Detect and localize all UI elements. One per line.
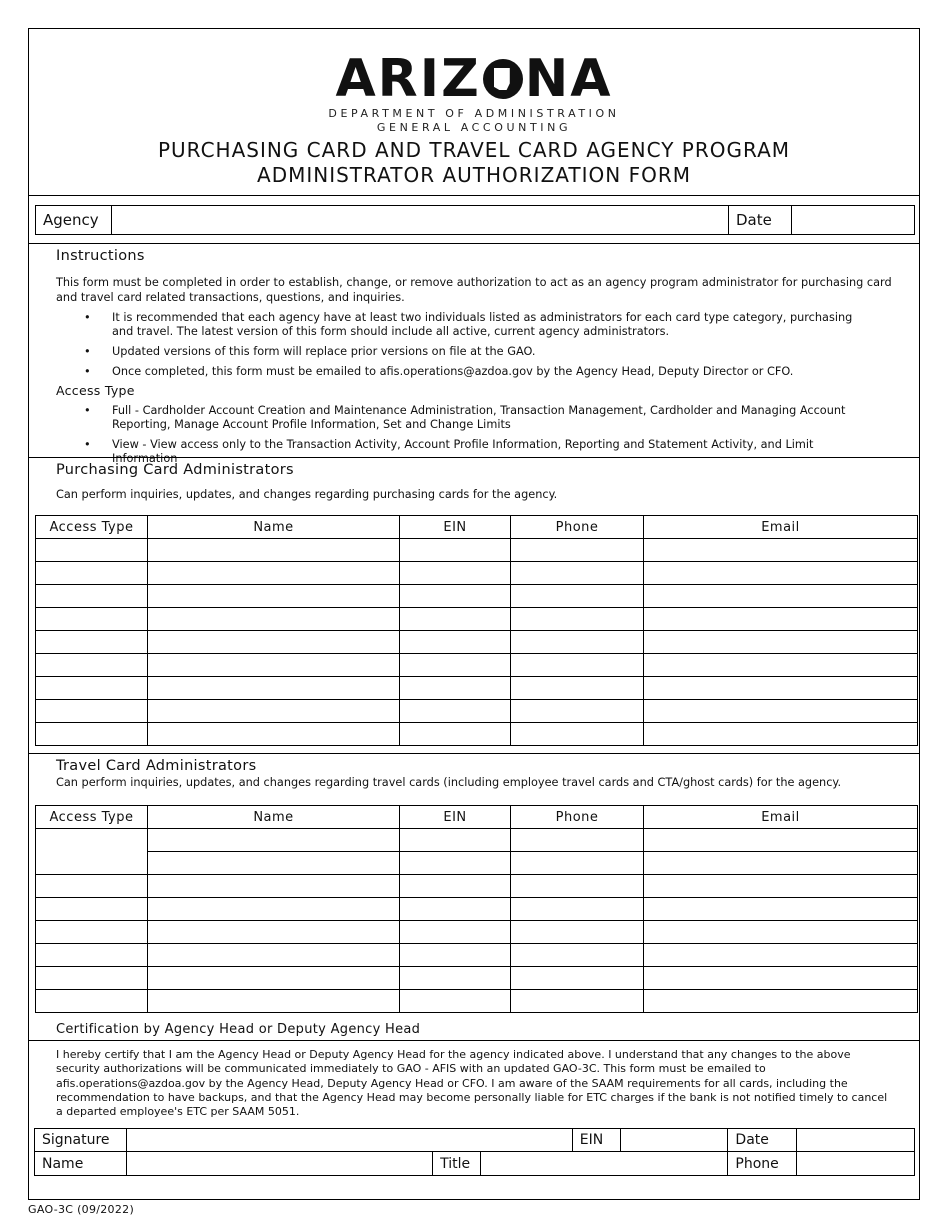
column-header: Email xyxy=(644,806,918,829)
table-cell[interactable] xyxy=(644,875,918,898)
table-cell[interactable] xyxy=(400,944,511,967)
table-row xyxy=(36,677,918,700)
table-cell[interactable] xyxy=(400,852,511,875)
title-field[interactable] xyxy=(481,1152,728,1175)
logo-word-left: ARIZ xyxy=(335,49,481,109)
table-cell[interactable] xyxy=(511,677,644,700)
table-cell[interactable] xyxy=(36,723,148,746)
table-cell[interactable] xyxy=(511,898,644,921)
agency-field[interactable] xyxy=(112,206,729,234)
table-cell[interactable] xyxy=(644,990,918,1013)
table-row xyxy=(36,585,918,608)
department-name: DEPARTMENT OF ADMINISTRATION xyxy=(328,107,620,120)
table-cell[interactable] xyxy=(148,829,400,852)
table-cell[interactable] xyxy=(36,829,148,875)
purchasing-table xyxy=(35,515,918,746)
purchasing-description: Can perform inquiries, updates, and changes regarding purchasing cards for the agency. xyxy=(56,488,558,501)
table-cell[interactable] xyxy=(148,539,400,562)
table-row xyxy=(36,967,918,990)
table-cell[interactable] xyxy=(36,875,148,898)
table-cell[interactable] xyxy=(36,967,148,990)
form-code: GAO-3C (09/2022) xyxy=(28,1203,135,1216)
signature-block xyxy=(34,1128,915,1176)
table-cell[interactable] xyxy=(148,967,400,990)
table-cell[interactable] xyxy=(644,608,918,631)
divider xyxy=(29,195,919,196)
table-cell[interactable] xyxy=(511,852,644,875)
form-title xyxy=(29,138,919,188)
name-label: Name xyxy=(35,1152,127,1175)
list-item: • Full - Cardholder Account Creation and Maintenance Administration, Transaction Management, Cardholder and Managing Account Reporting, Manage Account Profile Information, Set and Change Limits xyxy=(84,404,864,432)
signature-field[interactable] xyxy=(127,1129,573,1151)
list-item: • Once completed, this form must be emailed to afis.operations@azdoa.gov by the Agency Head, Deputy Director or CFO. xyxy=(84,365,864,379)
table-row xyxy=(36,944,918,967)
table-cell[interactable] xyxy=(400,967,511,990)
table-cell[interactable] xyxy=(511,990,644,1013)
divider xyxy=(29,243,919,244)
instructions-intro: This form must be completed in order to establish, change, or remove authorization to act as an agency program administrator for purchasing card and travel card related transactions, questions, and inquiries. xyxy=(56,276,892,304)
list-item: • Updated versions of this form will replace prior versions on file at the GAO. xyxy=(84,345,864,359)
table-cell[interactable] xyxy=(511,585,644,608)
arizona-logo xyxy=(29,51,919,135)
table-cell[interactable] xyxy=(36,990,148,1013)
division-name: GENERAL ACCOUNTING xyxy=(376,121,572,134)
table-cell[interactable] xyxy=(511,539,644,562)
instructions-list xyxy=(84,311,864,385)
signature-label: Signature xyxy=(35,1129,127,1151)
table-cell[interactable] xyxy=(36,585,148,608)
name-field[interactable] xyxy=(127,1152,433,1175)
table-header-row xyxy=(36,516,918,539)
table-row xyxy=(36,990,918,1013)
table-cell[interactable] xyxy=(36,608,148,631)
ein-field[interactable] xyxy=(621,1129,729,1151)
title-label: Title xyxy=(433,1152,481,1175)
column-header: EIN xyxy=(400,806,511,829)
table-cell[interactable] xyxy=(400,723,511,746)
table-row xyxy=(36,875,918,898)
certification-text: I hereby certify that I am the Agency Head or Deputy Agency Head for the agency indicated above. I understand that any changes to the above security authorizations will be communicated immediately to GAO - AFIS with an updated GAO-3C. This form must be emailed to afis.operations@azdoa.gov by the Agency Head, Deputy Agency Head or CFO. I am aware of the SAAM requirements for all cards, including the recommendation to have backups, and that the Agency Head may become personally liable for ETC charges if the bank is not notified timely to cancel a departed employee's ETC per SAAM 5051. xyxy=(56,1048,888,1119)
table-cell[interactable] xyxy=(511,944,644,967)
divider xyxy=(29,457,919,458)
table-cell[interactable] xyxy=(400,654,511,677)
form-frame xyxy=(28,28,920,1200)
table-cell[interactable] xyxy=(400,562,511,585)
table-cell[interactable] xyxy=(36,944,148,967)
table-cell[interactable] xyxy=(644,829,918,852)
travel-table xyxy=(35,805,918,1013)
agency-row xyxy=(35,205,915,235)
table-cell[interactable] xyxy=(148,921,400,944)
table-cell[interactable] xyxy=(644,967,918,990)
table-cell[interactable] xyxy=(400,700,511,723)
table-cell[interactable] xyxy=(148,700,400,723)
column-header: EIN xyxy=(400,516,511,539)
table-cell[interactable] xyxy=(511,875,644,898)
table-cell[interactable] xyxy=(511,967,644,990)
table-cell[interactable] xyxy=(148,852,400,875)
table-cell[interactable] xyxy=(148,875,400,898)
table-cell[interactable] xyxy=(511,654,644,677)
date-label: Date xyxy=(729,206,792,234)
table-cell[interactable] xyxy=(148,898,400,921)
access-type-heading: Access Type xyxy=(56,383,135,398)
table-header-row xyxy=(36,806,918,829)
phone-field[interactable] xyxy=(797,1152,914,1175)
table-cell[interactable] xyxy=(400,631,511,654)
table-cell[interactable] xyxy=(644,898,918,921)
arizona-state-icon xyxy=(483,59,523,99)
form-title-line2: ADMINISTRATOR AUTHORIZATION FORM xyxy=(257,163,691,187)
table-row xyxy=(36,852,918,875)
column-header: Access Type xyxy=(36,806,148,829)
table-cell[interactable] xyxy=(511,723,644,746)
column-header: Name xyxy=(148,516,400,539)
travel-description: Can perform inquiries, updates, and changes regarding travel cards (including employee travel cards and CTA/ghost cards) for the agency. xyxy=(56,776,842,789)
table-cell[interactable] xyxy=(36,898,148,921)
table-cell[interactable] xyxy=(148,608,400,631)
table-row xyxy=(36,921,918,944)
column-header: Phone xyxy=(511,806,644,829)
cert-date-field[interactable] xyxy=(797,1129,914,1151)
table-row xyxy=(36,654,918,677)
table-cell[interactable] xyxy=(644,723,918,746)
table-cell[interactable] xyxy=(400,585,511,608)
table-cell[interactable] xyxy=(511,700,644,723)
table-cell[interactable] xyxy=(148,631,400,654)
table-cell[interactable] xyxy=(400,829,511,852)
date-field[interactable] xyxy=(792,206,914,234)
table-cell[interactable] xyxy=(644,562,918,585)
table-cell[interactable] xyxy=(400,990,511,1013)
table-cell[interactable] xyxy=(644,631,918,654)
table-row xyxy=(36,700,918,723)
table-cell[interactable] xyxy=(148,723,400,746)
table-row xyxy=(36,723,918,746)
table-cell[interactable] xyxy=(36,921,148,944)
table-cell[interactable] xyxy=(511,921,644,944)
table-cell[interactable] xyxy=(148,654,400,677)
table-cell[interactable] xyxy=(400,921,511,944)
list-item: • It is recommended that each agency have at least two individuals listed as administrators for each card type category, purchasing and travel. The latest version of this form should include all active, current agency administrators. xyxy=(84,311,864,339)
table-cell[interactable] xyxy=(644,585,918,608)
table-cell[interactable] xyxy=(644,944,918,967)
table-cell[interactable] xyxy=(644,654,918,677)
table-cell[interactable] xyxy=(644,852,918,875)
table-row xyxy=(36,608,918,631)
agency-label: Agency xyxy=(36,206,112,234)
purchasing-heading: Purchasing Card Administrators xyxy=(56,462,294,478)
table-row xyxy=(36,539,918,562)
list-item: • View - View access only to the Transaction Activity, Account Profile Information, Reporting and Statement Activity, and Limit Information xyxy=(84,438,864,466)
ein-label: EIN xyxy=(573,1129,621,1151)
table-cell[interactable] xyxy=(148,562,400,585)
table-row xyxy=(36,898,918,921)
table-cell[interactable] xyxy=(644,539,918,562)
column-header: Phone xyxy=(511,516,644,539)
table-cell[interactable] xyxy=(400,608,511,631)
table-cell[interactable] xyxy=(400,898,511,921)
table-cell[interactable] xyxy=(511,631,644,654)
table-cell[interactable] xyxy=(148,585,400,608)
column-header: Name xyxy=(148,806,400,829)
instructions-heading: Instructions xyxy=(56,248,145,264)
table-row xyxy=(36,562,918,585)
table-cell[interactable] xyxy=(511,829,644,852)
table-cell[interactable] xyxy=(511,562,644,585)
certification-heading: Certification by Agency Head or Deputy Agency Head xyxy=(56,1022,421,1037)
table-cell[interactable] xyxy=(148,944,400,967)
table-row xyxy=(36,829,918,852)
logo-word-right: NA xyxy=(524,49,613,109)
table-cell[interactable] xyxy=(148,990,400,1013)
column-header: Access Type xyxy=(36,516,148,539)
table-cell[interactable] xyxy=(644,700,918,723)
table-cell[interactable] xyxy=(36,654,148,677)
table-cell[interactable] xyxy=(511,608,644,631)
table-cell[interactable] xyxy=(36,539,148,562)
table-cell[interactable] xyxy=(148,677,400,700)
column-header: Email xyxy=(644,516,918,539)
table-cell[interactable] xyxy=(36,631,148,654)
table-cell[interactable] xyxy=(400,539,511,562)
table-cell[interactable] xyxy=(400,875,511,898)
table-cell[interactable] xyxy=(36,562,148,585)
table-cell[interactable] xyxy=(644,921,918,944)
form-title-line1: PURCHASING CARD AND TRAVEL CARD AGENCY PROGRAM xyxy=(157,138,791,162)
divider xyxy=(29,1040,919,1041)
table-cell[interactable] xyxy=(400,677,511,700)
phone-label: Phone xyxy=(728,1152,797,1175)
cert-date-label: Date xyxy=(728,1129,797,1151)
travel-heading: Travel Card Administrators xyxy=(56,758,257,774)
table-row xyxy=(36,631,918,654)
table-cell[interactable] xyxy=(36,677,148,700)
table-cell[interactable] xyxy=(644,677,918,700)
table-cell[interactable] xyxy=(36,700,148,723)
divider xyxy=(29,753,919,754)
